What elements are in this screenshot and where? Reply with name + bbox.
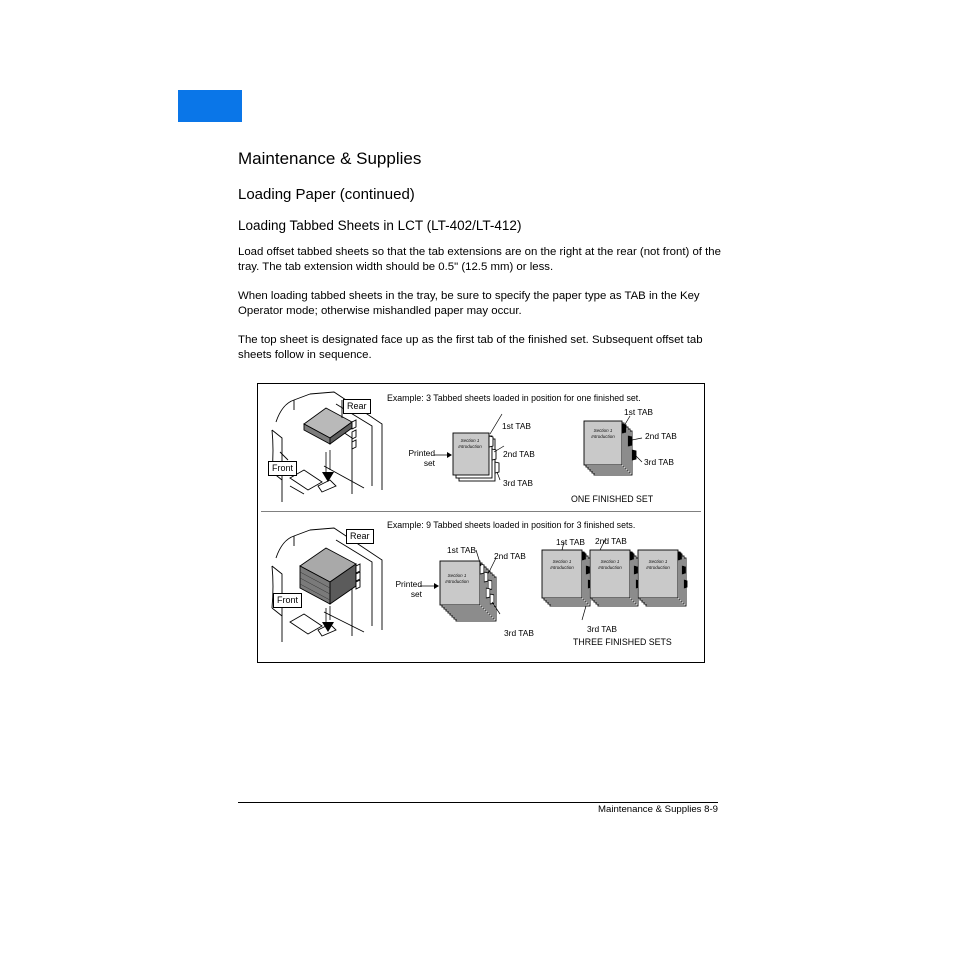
sheet-text: Section 1: [460, 438, 480, 443]
sheet-text: Introduction: [458, 444, 482, 449]
paragraph: Load offset tabbed sheets so that the tab extensions are on the right at the rear (not front) of the tray. The tab extension width should be 0.5" (12.5 mm) or less.: [238, 246, 721, 273]
example1-caption: Example: 3 Tabbed sheets loaded in position for one finished set.: [387, 393, 641, 403]
result-tab2-label: 2nd TAB: [645, 431, 677, 441]
example2-caption: Example: 9 Tabbed sheets loaded in position for 3 finished sets.: [387, 520, 636, 530]
paragraph: When loading tabbed sheets in the tray, be sure to specify the paper type as TAB in the Key Operator mode; otherwise mishandled paper may occur.: [238, 290, 700, 317]
three-finished-sets-label: THREE FINISHED SETS: [573, 637, 672, 647]
sheet-text: Introduction: [445, 579, 469, 584]
printed-label: Printed: [408, 448, 435, 458]
chapter-title: Maintenance & Supplies: [238, 149, 422, 168]
result-tab3-label: 3rd TAB: [644, 457, 674, 467]
one-finished-set-label: ONE FINISHED SET: [571, 494, 654, 504]
tab2-label: 2nd TAB: [494, 551, 526, 561]
tab2-label: 2nd TAB: [503, 449, 535, 459]
footer-page-label: Maintenance & Supplies 8-9: [598, 804, 718, 815]
sheet-text: Introduction: [591, 434, 615, 439]
rear-label: Rear: [343, 399, 371, 414]
sheet-text: Section 1: [593, 428, 613, 433]
result-tab1-label: 1st TAB: [624, 407, 654, 417]
chapter-tab: [178, 90, 242, 122]
figure-divider: [261, 511, 701, 512]
paragraph: The top sheet is designated face up as the first tab of the finished set. Subsequent offset tab sheets follow in sequence.: [238, 334, 703, 361]
sheet-text: Section 1: [447, 573, 467, 578]
front-label: Front: [273, 593, 302, 608]
printed-label: Printed: [395, 579, 422, 589]
result-tab2-label: 2nd TAB: [595, 536, 627, 546]
front-label: Front: [268, 461, 297, 476]
tab1-label: 1st TAB: [502, 421, 532, 431]
section-title: Loading Paper (continued): [238, 186, 415, 203]
tab3-label: 3rd TAB: [504, 628, 534, 638]
footer-rule: [238, 802, 718, 803]
sheet-text: Section 1: [552, 559, 572, 564]
tab1-label: 1st TAB: [447, 545, 477, 555]
result-tab1-label: 1st TAB: [556, 537, 586, 547]
subsection-title: Loading Tabbed Sheets in LCT (LT-402/LT-412): [238, 218, 522, 233]
sheet-text: Section 1: [648, 559, 668, 564]
sheet-text: Introduction: [646, 565, 670, 570]
sheet-text: Introduction: [598, 565, 622, 570]
set-label: set: [410, 589, 422, 599]
result-tab3-label: 3rd TAB: [587, 624, 617, 634]
set-label: set: [423, 458, 435, 468]
sheet-text: Section 1: [600, 559, 620, 564]
tab3-label: 3rd TAB: [503, 478, 533, 488]
printed-set-stack: [424, 550, 514, 632]
rear-label: Rear: [346, 529, 374, 544]
tabbed-sheets-figure: [257, 383, 705, 663]
sheet-text: Introduction: [550, 565, 574, 570]
